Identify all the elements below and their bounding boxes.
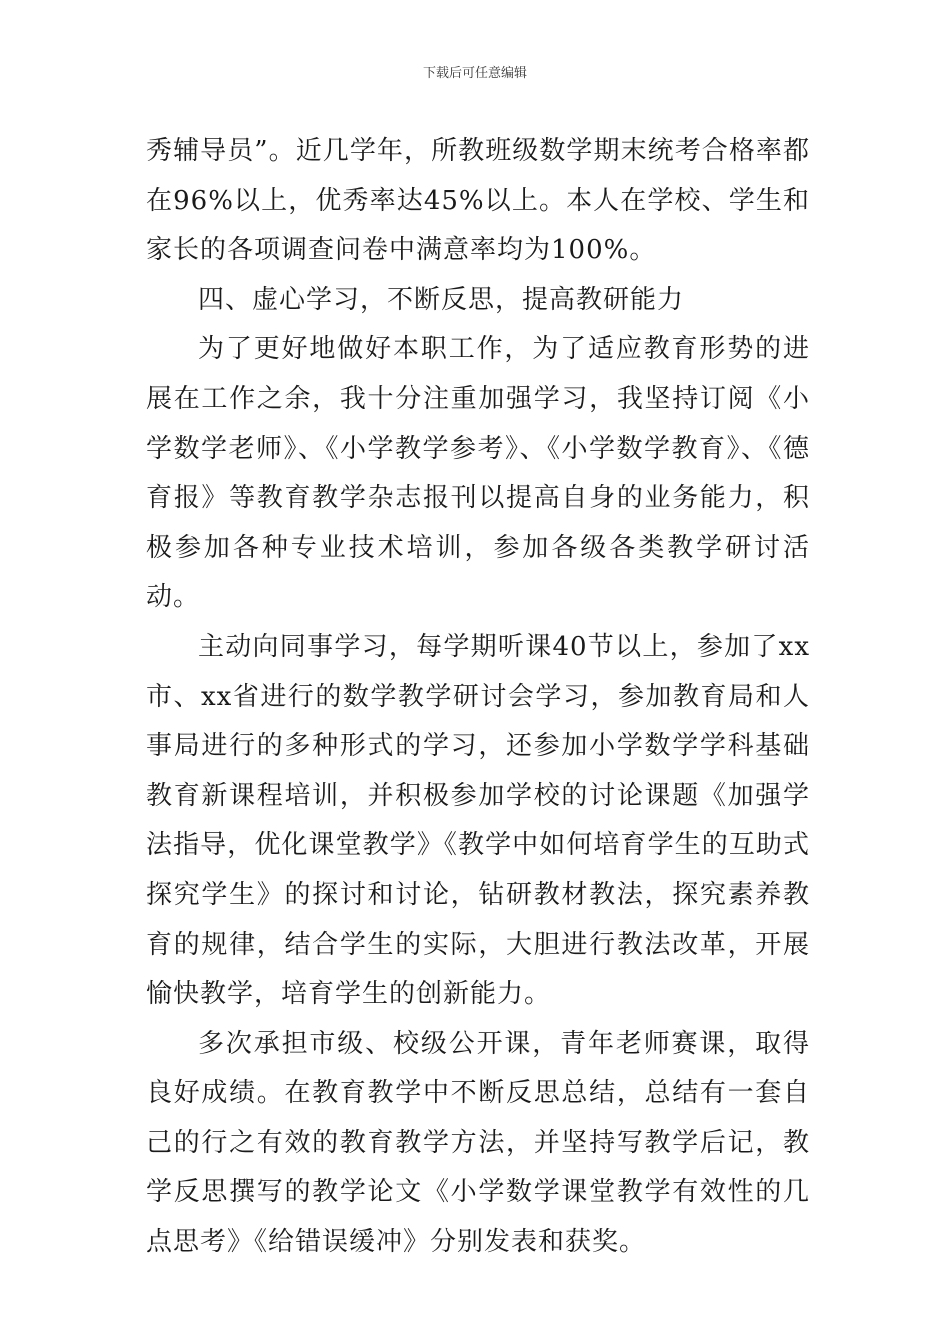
document-body bbox=[146, 127, 810, 1268]
paragraph-study: 为了更好地做好本职工作，为了适应教育形势的进展在工作之余，我十分注重加强学习，我坚持订阅《小学数学老师》、《小学教学参考》、《小学数学教育》、《德育报》等教育教学杂志报刊以提高自身的业务能力，积极参加各种专业技术培训，参加各级各类教学研讨活动。 bbox=[146, 334, 810, 613]
paragraph-public-lessons: 多次承担市级、校级公开课，青年老师赛课，取得良好成绩。在教育教学中不断反思总结，总结有一套自己的行之有效的教育教学方法，并坚持写教学后记，教学反思撰写的教学论文《小学数学课堂教学有效性的几点思考》《给错误缓冲》分别发表和获奖。 bbox=[146, 1028, 810, 1258]
paragraph-colleagues: 主动向同事学习，每学期听课40节以上，参加了xx市、xx省进行的数学教学研讨会学习，参加教育局和人事局进行的多种形式的学习，还参加小学数学学科基础教育新课程培训，并积极参加学校的讨论课题《加强学法指导，优化课堂教学》《教学中如何培育学生的互助式探究学生》的探讨和讨论，钻研教材教法，探究素养教育的规律，结合学生的实际，大胆进行教法改革，开展愉快教学，培育学生的创新能力。 bbox=[146, 631, 810, 1010]
section-heading: 四、虚心学习，不断反思，提高教研能力 bbox=[198, 284, 685, 315]
page-header: 下载后可任意编辑 bbox=[422, 66, 527, 81]
paragraph-continuation: 秀辅导员”。近几学年，所教班级数学期末统考合格率都在96%以上，优秀率达45%以上。本人在学校、学生和家长的各项调查问卷中满意率均为100%。 bbox=[146, 136, 810, 266]
